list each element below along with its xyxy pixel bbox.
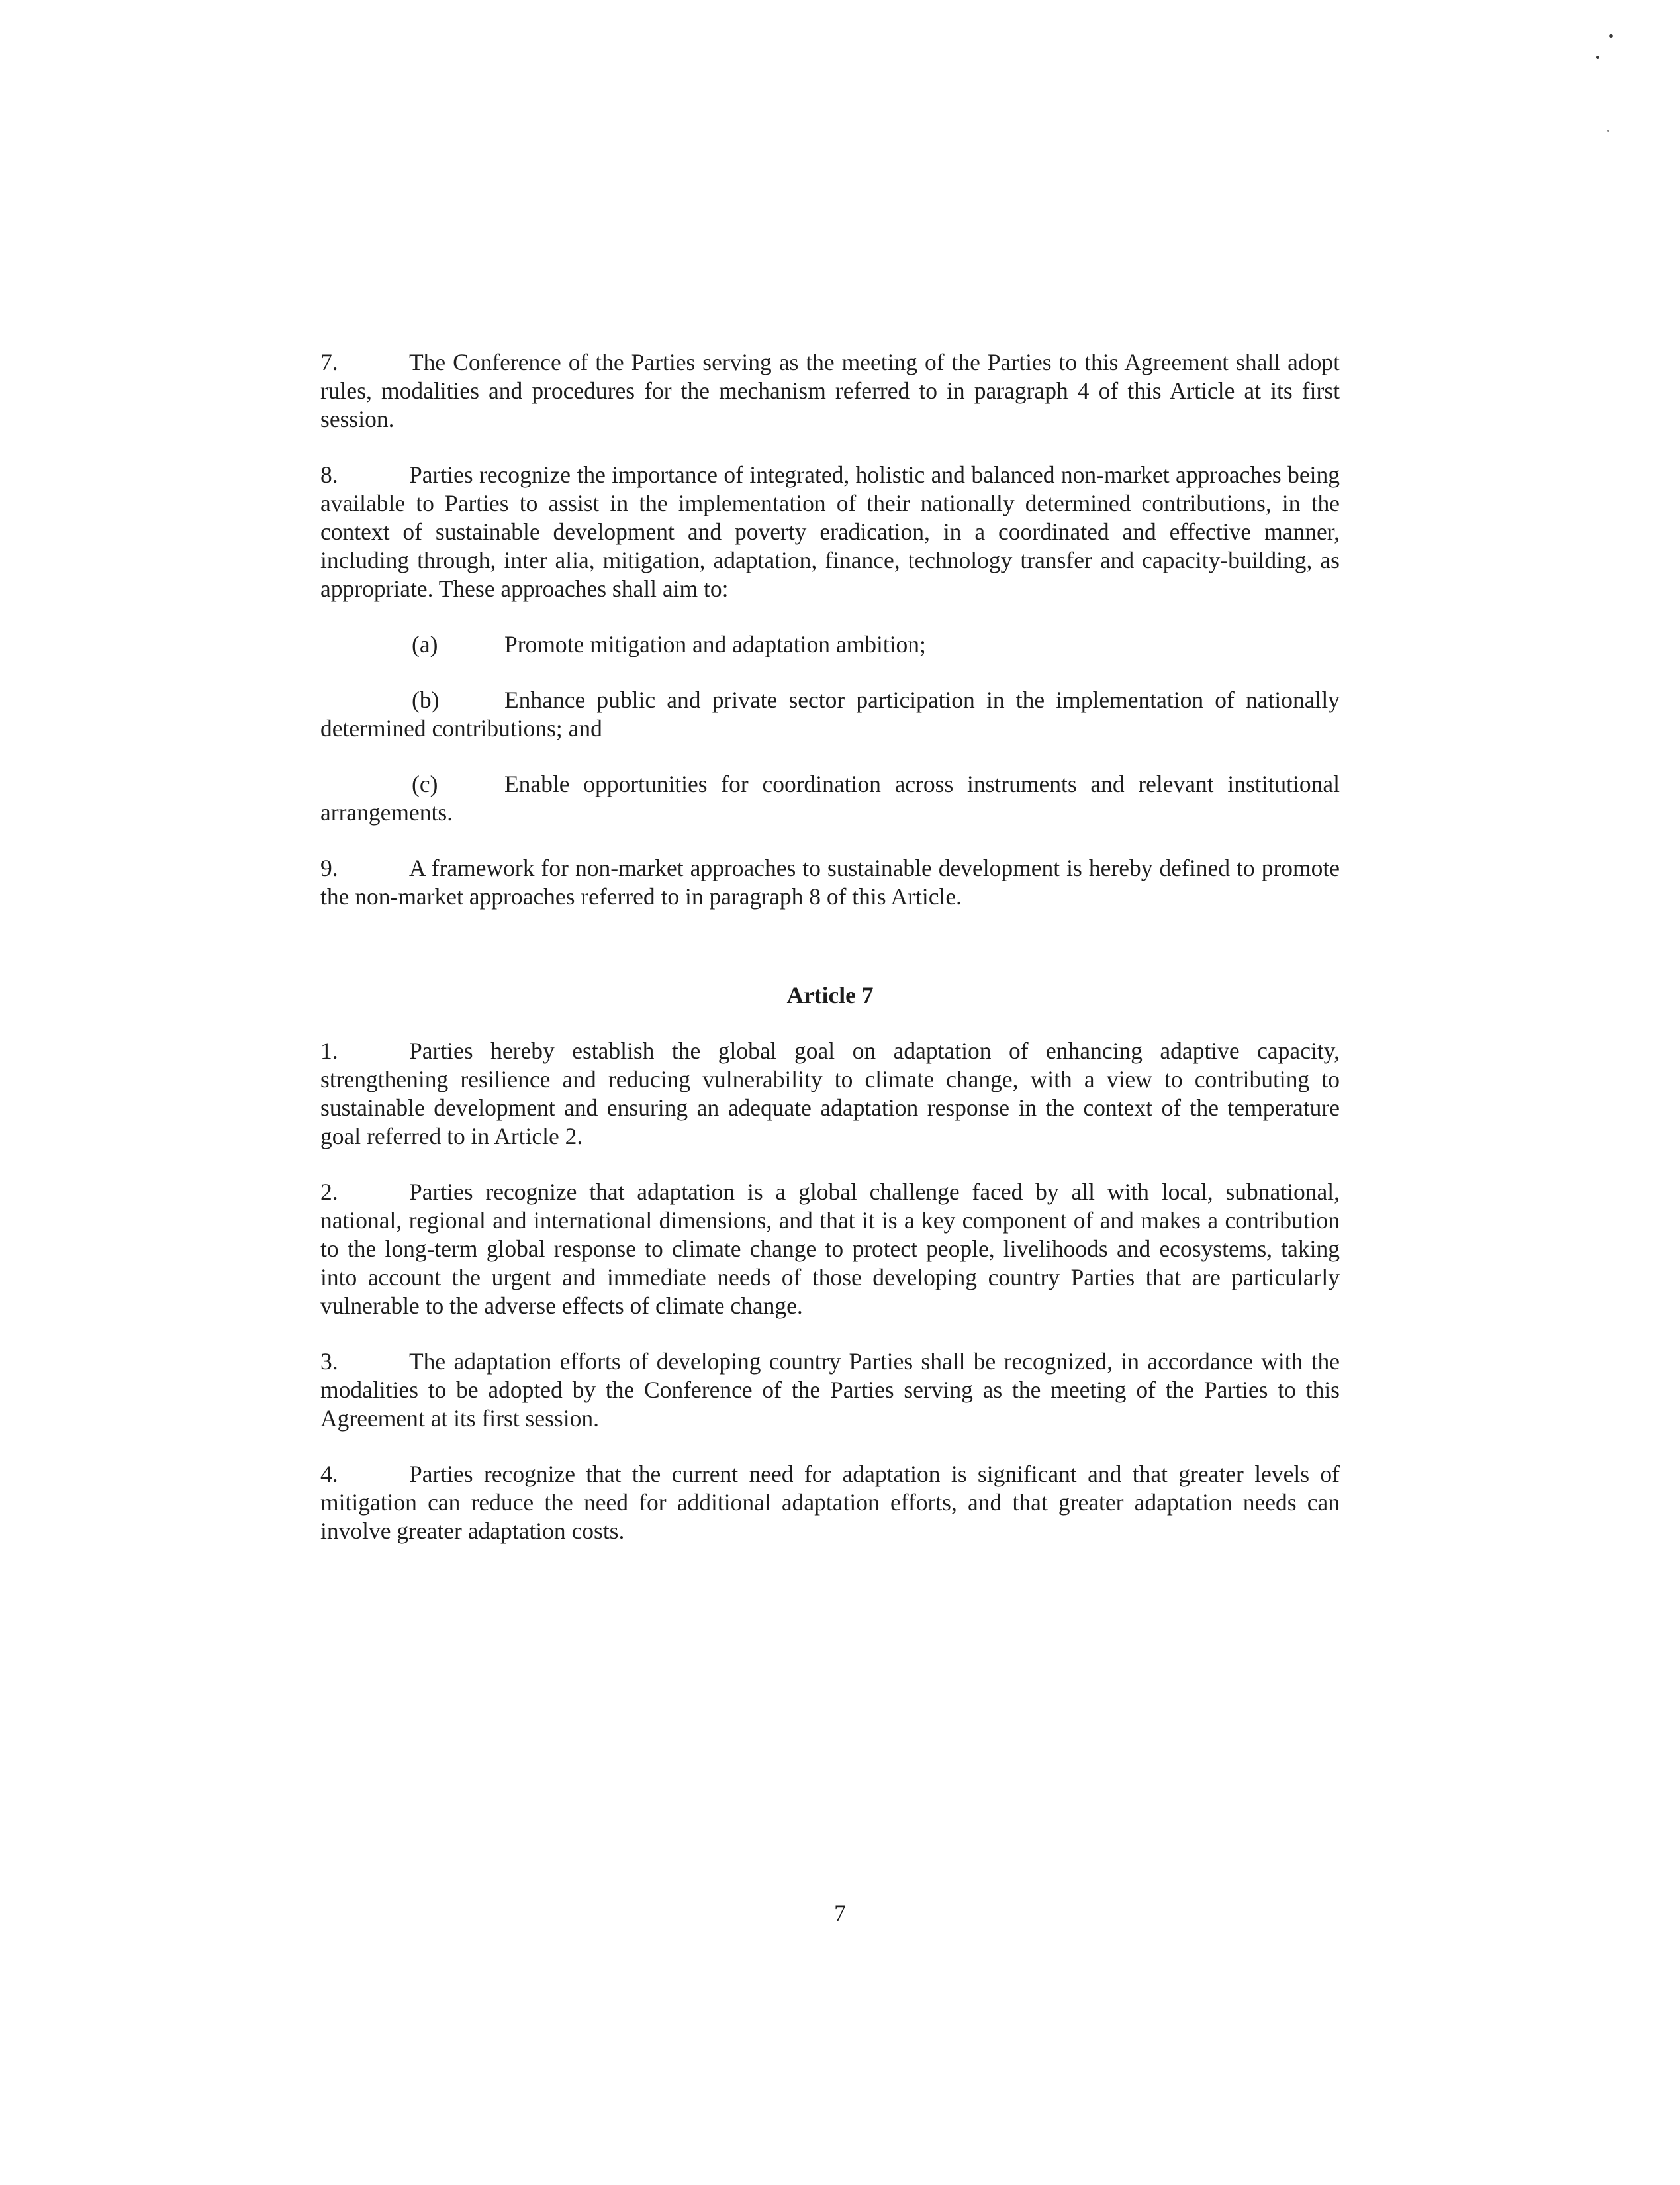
paragraph-number: 7.: [320, 349, 338, 375]
paragraph-number: 2.: [320, 1179, 338, 1205]
subparagraph-label: (c): [412, 771, 438, 797]
article-7-paragraph-4: [320, 1460, 1340, 1545]
scan-speck: [1609, 34, 1613, 38]
paragraph-number: 3.: [320, 1348, 338, 1375]
article-7-paragraph-1: [320, 1037, 1340, 1151]
paragraph-text: Parties hereby establish the global goal on adaptation of enhancing adaptive capacity, strengthening resilience and reducing vulnerability to climate change, with a view to contributing to sustainable development and ensuring an adequate adaptation response in the context of the temperature goal referred to in Article 2.: [320, 1038, 1340, 1149]
paragraph-number: 8.: [320, 461, 338, 488]
paragraph-number: 9.: [320, 855, 338, 881]
scan-speck: [1607, 130, 1609, 132]
paragraph-text: Parties recognize that adaptation is a global challenge faced by all with local, subnational, national, regional and international dimensions, and that it is a key component of and makes a contribution to the long-term global response to climate change to protect people, livelihoods and ecosystems, taking into account the urgent and immediate needs of those developing country Parties that are particularly vulnerable to the adverse effects of climate change.: [320, 1179, 1340, 1319]
paragraph-7: [320, 348, 1340, 434]
subparagraph-label: (b): [412, 687, 440, 713]
article-7-paragraph-2: [320, 1178, 1340, 1320]
paragraph-9: [320, 854, 1340, 911]
subparagraph-b: [320, 686, 1340, 743]
subparagraph-a: [320, 630, 1340, 659]
paragraph-number: 4.: [320, 1461, 338, 1487]
subparagraph-label: (a): [412, 631, 438, 657]
article-7-paragraph-3: [320, 1347, 1340, 1433]
paragraph-text: Parties recognize the importance of integrated, holistic and balanced non-market approaches being available to Parties to assist in the implementation of their nationally determined contributions, in the context of sustainable development and poverty eradication, in a coordinated and effective manner, including through, inter alia, mitigation, adaptation, finance, technology transfer and capacity-building, as appropriate. These approaches shall aim to:: [320, 461, 1340, 602]
paragraph-8: [320, 461, 1340, 603]
paragraph-number: 1.: [320, 1038, 338, 1064]
paragraph-text: Parties recognize that the current need for adaptation is significant and that greater levels of mitigation can reduce the need for additional adaptation efforts, and that greater adaptation needs can involve greater adaptation costs.: [320, 1461, 1340, 1544]
paragraph-text: The adaptation efforts of developing country Parties shall be recognized, in accordance with the modalities to be adopted by the Conference of the Parties serving as the meeting of the Parties to this Agreement at its first session.: [320, 1348, 1340, 1432]
subparagraph-text: Enhance public and private sector participation in the implementation of nationally determined contributions; and: [320, 687, 1340, 742]
page-number: 7: [834, 1900, 846, 1926]
document-body: [320, 348, 1340, 1573]
paragraph-text: The Conference of the Parties serving as the meeting of the Parties to this Agreement shall adopt rules, modalities and procedures for the mechanism referred to in paragraph 4 of this Article at its first session.: [320, 349, 1340, 432]
subparagraph-c: [320, 770, 1340, 827]
paragraph-text: A framework for non-market approaches to sustainable development is hereby defined to promote the non-market approaches referred to in paragraph 8 of this Article.: [320, 855, 1340, 910]
subparagraph-text: Enable opportunities for coordination across instruments and relevant institutional arrangements.: [320, 771, 1340, 826]
article-heading: Article 7: [786, 982, 874, 1008]
subparagraph-text: Promote mitigation and adaptation ambition;: [504, 631, 926, 657]
scan-speck: [1596, 56, 1599, 59]
